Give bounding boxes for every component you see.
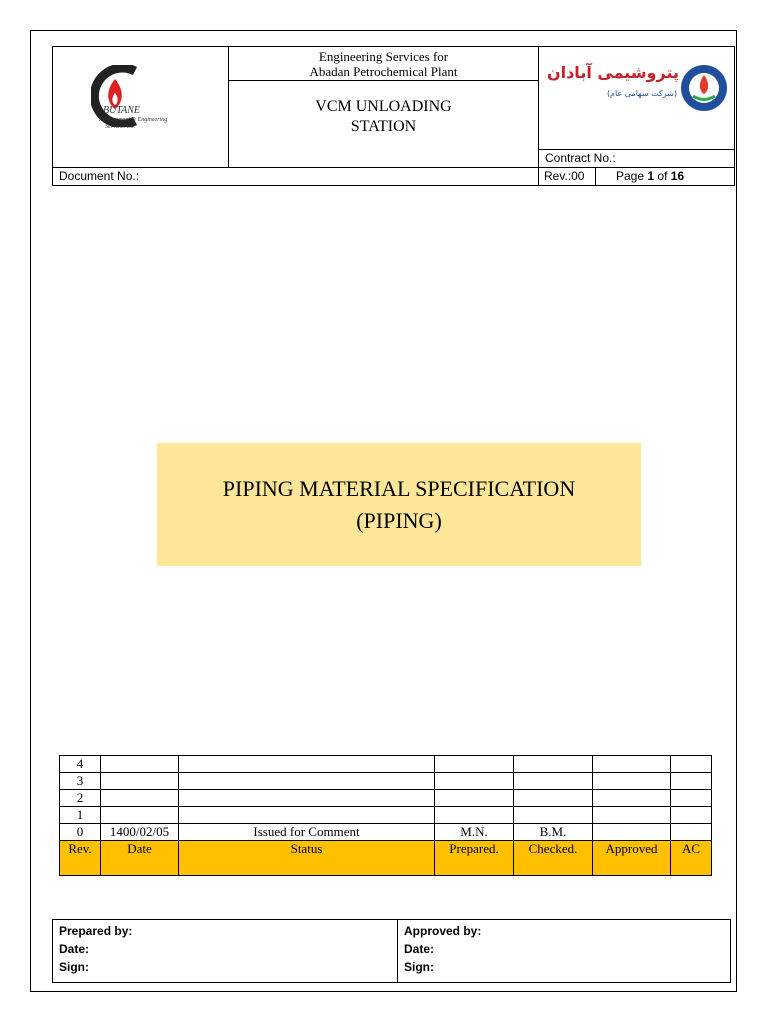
ac-cell xyxy=(671,756,712,773)
date-cell xyxy=(101,773,179,790)
header-client-logo-cell xyxy=(538,46,735,150)
title-banner xyxy=(157,443,641,566)
prepared-cell xyxy=(435,790,514,807)
header-ac: AC xyxy=(671,841,712,876)
table-header-row xyxy=(60,841,712,876)
ac-cell xyxy=(671,824,712,841)
title-top-line1: Engineering Services for xyxy=(318,48,449,64)
table-row xyxy=(60,807,712,824)
rev-cell-number: 3 xyxy=(60,773,101,790)
header-date: Date xyxy=(101,841,179,876)
page-number-cell xyxy=(595,167,735,186)
prepared-by-label: Prepared by: xyxy=(59,924,133,938)
approved-cell xyxy=(593,807,671,824)
page-current: 1 xyxy=(647,169,655,183)
title-main-line1: VCM UNLOADING xyxy=(315,98,452,115)
approved-cell xyxy=(593,773,671,790)
status-cell xyxy=(179,807,435,824)
status-cell xyxy=(179,756,435,773)
contract-label: Contract No.: xyxy=(545,151,616,165)
signoff-box xyxy=(52,919,731,983)
checked-cell: B.M. xyxy=(514,824,593,841)
table-row xyxy=(60,790,712,807)
page-total: 16 xyxy=(670,169,685,183)
contract-cell xyxy=(538,149,735,168)
prepared-cell xyxy=(435,756,514,773)
status-cell xyxy=(179,773,435,790)
ac-cell xyxy=(671,790,712,807)
table-row xyxy=(60,824,712,841)
header-rev: Rev. xyxy=(60,841,101,876)
rev-label: Rev.:00 xyxy=(544,169,585,183)
abadan-logo-icon xyxy=(679,63,729,113)
header-logo-cell xyxy=(52,46,229,168)
rev-cell xyxy=(538,167,596,186)
rev-cell-number: 2 xyxy=(60,790,101,807)
company-subtitle-1: Procurement & Engineering xyxy=(99,117,168,123)
approved-section xyxy=(398,920,730,982)
title-main-line2: STATION xyxy=(350,118,417,135)
prepared-cell xyxy=(435,773,514,790)
client-logo-text: پتروشیمی آبادان xyxy=(546,63,679,82)
table-row xyxy=(60,773,712,790)
checked-cell xyxy=(514,756,593,773)
header-checked: Checked. xyxy=(514,841,593,876)
prepared-cell: M.N. xyxy=(435,824,514,841)
page-of: of xyxy=(657,169,668,183)
header-title-top xyxy=(228,46,539,81)
rev-cell-number: 1 xyxy=(60,807,101,824)
header-title-main xyxy=(228,80,539,168)
approved-date-label: Date: xyxy=(404,942,435,956)
prepared-section xyxy=(53,920,398,982)
document-no-cell xyxy=(52,167,539,186)
status-cell xyxy=(179,790,435,807)
document-label: Document No.: xyxy=(59,169,140,183)
header-prepared: Prepared. xyxy=(435,841,514,876)
header-status: Status xyxy=(179,841,435,876)
approved-sign-label: Sign: xyxy=(404,960,434,974)
ac-cell xyxy=(671,773,712,790)
approved-by-label: Approved by: xyxy=(404,924,482,938)
checked-cell xyxy=(514,773,593,790)
banner-line2: (PIPING) xyxy=(356,507,442,533)
date-cell xyxy=(101,807,179,824)
company-name: BUTANE xyxy=(103,105,141,116)
date-cell: 1400/02/05 xyxy=(101,824,179,841)
table-row xyxy=(60,756,712,773)
approved-cell xyxy=(593,756,671,773)
approved-cell xyxy=(593,790,671,807)
ac-cell xyxy=(671,807,712,824)
date-cell xyxy=(101,756,179,773)
checked-cell xyxy=(514,790,593,807)
prepared-sign-label: Sign: xyxy=(59,960,89,974)
prepared-date-label: Date: xyxy=(59,942,90,956)
banner-line1: PIPING MATERIAL SPECIFICATION xyxy=(222,475,576,501)
status-cell: Issued for Comment xyxy=(179,824,435,841)
checked-cell xyxy=(514,807,593,824)
approved-cell xyxy=(593,824,671,841)
prepared-cell xyxy=(435,807,514,824)
rev-cell-number: 0 xyxy=(60,824,101,841)
client-logo-subtext: (شرکت سهامی عام) xyxy=(606,89,677,98)
date-cell xyxy=(101,790,179,807)
header-approved: Approved xyxy=(593,841,671,876)
rev-cell-number: 4 xyxy=(60,756,101,773)
title-top-line2: Abadan Petrochemical Plant xyxy=(309,63,458,79)
page-prefix: Page xyxy=(616,169,645,183)
company-subtitle-2: Services Co. xyxy=(105,124,135,130)
revision-table xyxy=(59,755,712,876)
